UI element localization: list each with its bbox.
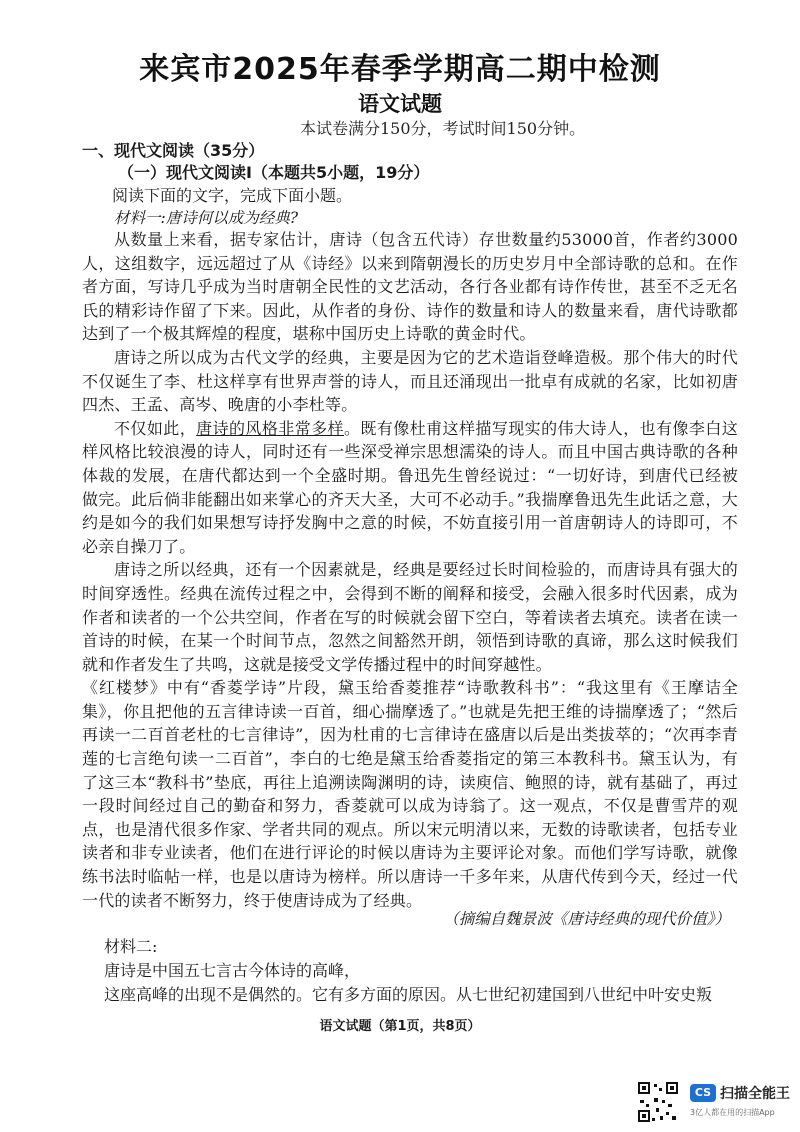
material-one-body	[82, 228, 738, 912]
exam-subject: 语文试题	[358, 92, 442, 116]
camscanner-tagline: 3亿人都在用的扫描App	[690, 1108, 775, 1117]
exam-title: 来宾市2025年春季学期高二期中检测	[139, 52, 661, 87]
page-footer: 语文试题（第1页，共8页）	[319, 1019, 481, 1034]
source-citation: （摘编自魏景波《唐诗经典的现代价值》）	[443, 910, 730, 928]
paragraph-3-lead: 不仅如此，	[114, 418, 197, 438]
camscanner-name: 扫描全能王	[720, 1086, 790, 1102]
qr-code-icon	[636, 1080, 680, 1124]
material-two-label: 材料二:	[104, 937, 158, 956]
subsection-heading: （一）现代文阅读Ⅰ（本题共5小题，19分）	[118, 163, 430, 182]
paragraph-5: 《红楼梦》中有“香菱学诗”片段，黛玉给香菱推荐“诗歌教科书”：“我这里有《王摩诘全集》，你且把他的五言律诗读一百首，细心揣摩透了。”也就是先把王维的诗揣摩透了；“然后再读一二百首老杜的七言律诗”，因为杜甫的七言律诗在盛唐以后是出类拔萃的；“次再李青莲的七言绝句读一二百首”，李白的七绝是黛玉给香菱指定的第三本教科书。黛玉认为，有了这三本“教科书”垫底，再往上追溯读陶渊明的诗，读庾信、鲍照的诗，就有基础了，再过一段时间经过自己的勤奋和努力，香菱就可以成为诗翁了。这一观点，不仅是曹雪芹的观点，也是清代很多作家、学者共同的观点。所以宋元明清以来，无数的诗歌读者，包括专业读者和非专业读者，他们在进行评论的时候以唐诗为主要评论对象。而他们学写诗歌，就像练书法时临帖一样，也是以唐诗为榜样。所以唐诗一千多年来，从唐代传到今天，经过一代一代的读者不断努力，终于使唐诗成为了经典。	[82, 678, 738, 910]
paragraph-3-rest: 。既有像杜甫这样描写现实的伟大诗人，也有像李白这样风格比较浪漫的诗人，同时还有一些深受禅宗思想濡染的诗人。而且中国古典诗歌的各种体裁的发展，在唐代都达到一个全盛时期。鲁迅先生曾经说过：“一切好诗，到唐代已经被做完。此后倘非能翻出如来掌心的齐天大圣，大可不必动手。”我揣摩鲁迅先生此话之意，大约是如今的我们如果想写诗抒发胸中之意的时候，不妨直接引用一首唐朝诗人的诗即可，不必亲自操刀了。	[82, 418, 738, 556]
material-two-line-1: 唐诗是中国五七言古今体诗的高峰，	[104, 961, 361, 980]
exam-note: 本试卷满分150分，考试时间150分钟。	[300, 119, 586, 138]
material-two-line-2: 这座高峰的出现不是偶然的。它有多方面的原因。从七世纪初建国到八世纪中叶安史叛	[104, 985, 713, 1004]
paragraph-4: 唐诗之所以经典，还有一个因素就是，经典是要经过长时间检验的，而唐诗具有强大的时间穿透性。经典在流传过程之中，会得到不断的阐释和接受，会融入很多时代因素，成为作者和读者的一个公共空间，作者在写的时候就会留下空白，等着读者去填充。读者在读一首诗的时候，在某一个时间节点，忽然之间豁然开朗，领悟到诗歌的真谛，那么这时候我们就和作者发生了共鸣，这就是接受文学传播过程中的时间穿越性。	[82, 560, 738, 674]
material-one-label: 材料一:唐诗何以成为经典?	[114, 209, 299, 227]
underlined-phrase: 唐诗的风格非常多样	[196, 418, 344, 438]
section-heading: 一、现代文阅读（35分）	[82, 141, 265, 160]
camscanner-logo-icon: CS	[690, 1084, 716, 1102]
reading-instruction: 阅读下面的文字，完成下面小题。	[112, 186, 353, 205]
paragraph-1: 从数量上来看，据专家估计，唐诗（包含五代诗）存世数量约53000首，作者约3000人，这组数字，远远超过了从《诗经》以来到隋朝漫长的历史岁月中全部诗歌的总和。在作者方面，写诗几乎成为当时唐朝全民性的文艺活动，各行各业都有诗作传世，甚至不乏无名氏的精彩诗作留了下来。因此，从作者的身份、诗作的数量和诗人的数量来看，唐代诗歌都达到了一个极其辉煌的程度，堪称中国历史上诗歌的黄金时代。	[82, 230, 738, 344]
paragraph-2: 唐诗之所以成为古代文学的经典，主要是因为它的艺术造诣登峰造极。那个伟大的时代不仅诞生了李、杜这样享有世界声誉的诗人，而且还涌现出一批卓有成就的名家，比如初唐四杰、王孟、高岑、晚唐的小李杜等。	[82, 347, 738, 415]
paragraph-3	[82, 417, 738, 559]
